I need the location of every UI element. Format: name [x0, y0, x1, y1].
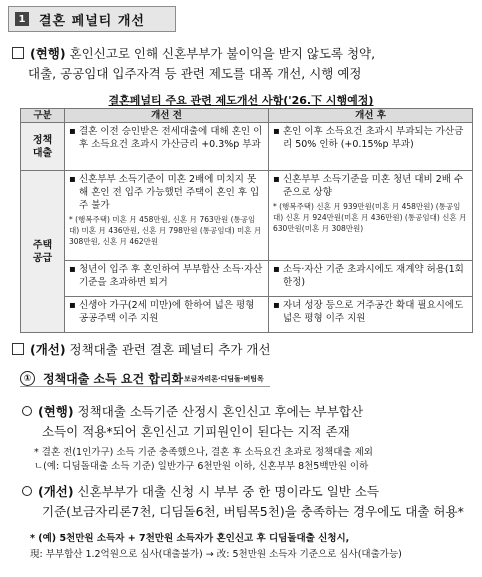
row-before: ▪ 신혼부부 소득기준이 미혼 2배에 미치지 못해 혼인 전 입주 가능했던 주택이 혼인 후 입주 불가 * (행복주택) 미혼 月 458만원, 신혼 月 763만원 (통공임대) 미혼 月 436만원, 신혼 月 798만원 (통공임대) 미혼 月 308만원, 신혼 月 462만원 [65, 171, 269, 261]
circle-bullet-icon [22, 406, 32, 416]
row-before-note: * (행복주택) 미혼 月 458만원, 신혼 月 763만원 (통공임대) 미혼 月 436만원, 신혼 月 798만원 (통공임대) 미혼 月 308만원, 신혼 月 462만원 [69, 215, 262, 246]
row-after: ▪ 혼인 이후 소득요건 초과시 부과되는 가산금리 50% 인하 (+0.15%p 부과) [269, 123, 473, 171]
item-heading: ① 정책대출 소득 요건 합리화 보금자리론·디딤돌·버팀목 [20, 370, 264, 387]
checkbox-square-icon [12, 343, 24, 355]
example-line-2: 現: 부부합산 1.2억원으로 심사(대출불가) → 改: 5천만원 소득자 기준으로 심사(대출가능) [30, 549, 402, 560]
row-before: ▪ 신생아 가구(2세 미만)에 한하여 넓은 평형 공공주택 이주 지원 [65, 297, 269, 333]
current-line-2: 소득이 적용*되어 혼인신고 기피원인이 된다는 지적 존재 [42, 424, 350, 439]
row-after: ▪ 소득·자산 기준 초과시에도 재계약 허용(1회 한정) [269, 261, 473, 297]
intro-line-2: 대출, 공공임대 입주자격 등 관련 제도를 대폭 개선, 시행 예정 [28, 66, 362, 81]
section-title: 결혼 페널티 개선 [39, 13, 145, 29]
table-row [21, 171, 473, 261]
improved-line-2: 기준(보금자리론7천, 디딤돌6천, 버팀목5천)을 충족하는 경우에도 대출 허용* [42, 504, 464, 519]
checkbox-square-icon [12, 47, 24, 59]
table-row [21, 123, 473, 171]
section-header [8, 6, 176, 32]
item-number: ① [20, 371, 35, 386]
section2-line: (개선) 정책대출 관련 결혼 페널티 추가 개선 [12, 342, 474, 358]
row-category: 주택 공급 [21, 171, 65, 333]
row-after: ▪ 자녀 성장 등으로 거주공간 확대 필요시에도 넓은 평형 이주 지원 [269, 297, 473, 333]
row-before: ▪ 청년이 입주 후 혼인하여 부부합산 소득·자산 기준을 초과하면 퇴거 [65, 261, 269, 297]
row-before: ▪ 결혼 이전 승인받은 전세대출에 대해 혼인 이후 소득요건 초과시 가산금리 +0.3%p 부과 [65, 123, 269, 171]
improved-line-1: (개선) 신혼부부가 대출 신청 시 부부 중 한 명이라도 일반 소득 [22, 484, 482, 500]
header-category: 구분 [21, 109, 65, 123]
row-after-note: * (행복주택) 신혼 月 939만원(미혼 月 458만원) (통공임대) 신혼 月 924만원(미혼 月 436만원) (통공임대) 신혼 月 630만원(미혼 月 308만원) [273, 202, 467, 233]
circle-bullet-icon [22, 486, 32, 496]
current-note-1: * 결혼 전(1인가구) 소득 기준 충족했으나, 결혼 후 소득요건 초과로 정책대출 제외 [34, 447, 373, 458]
intro-line-1: (현행) 혼인신고로 인해 신혼부부가 불이익을 받지 않도록 청약, [12, 46, 474, 62]
current-line-1: (현행) 정책대출 소득기준 산정시 혼인신고 후에는 부부합산 [22, 404, 482, 420]
row-category: 정책 대출 [21, 123, 65, 171]
row-after: ▪ 신혼부부 소득기준을 미혼 청년 대비 2배 수준으로 상향 * (행복주택) 신혼 月 939만원(미혼 月 458만원) (통공임대) 신혼 月 924만원(미혼 月 436만원) (통공임대) 신혼 月 630만원(미혼 月 308만원) [269, 171, 473, 261]
table-row [21, 261, 473, 297]
current-note-2: ㄴ(예: 디딤돌대출 소득 기준) 일반가구 6천만원 이하, 신혼부부 8천5백만원 이하 [34, 461, 369, 472]
section-number-box: 1 [15, 12, 29, 26]
table-row [21, 297, 473, 333]
policy-table [20, 108, 473, 333]
header-before: 개선 전 [65, 109, 269, 123]
heading-underline [20, 386, 270, 387]
table-header-row [21, 109, 473, 123]
header-after: 개선 후 [269, 109, 473, 123]
table-title: 결혼페널티 주요 관련 제도개선 사항('26.下 시행예정) [108, 94, 374, 107]
example-line-1: * (예) 5천만원 소득자 + 7천만원 소득자가 혼인신고 후 디딤돌대출 신청시, [30, 533, 350, 544]
